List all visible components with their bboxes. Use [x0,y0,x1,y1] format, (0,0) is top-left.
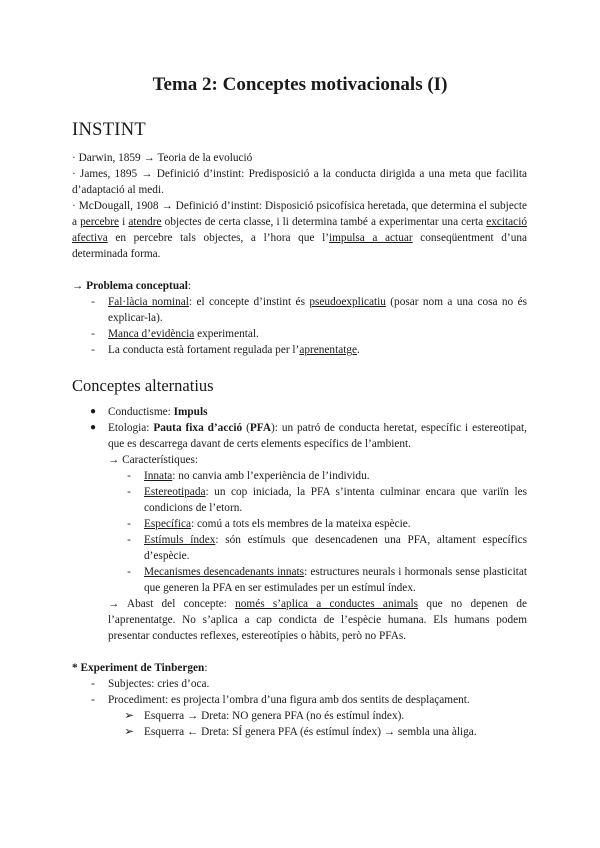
list-item: - Fal·làcia nominal: el concepte d’instint és pseudoexplicatiu (posar nom a una cosa no és explicar-la). [91,296,528,324]
list-item: - Manca d’evidència experimental. [91,328,259,340]
page-title: Tema 2: Conceptes motivacionals (I) [152,74,448,95]
list-item: - Subjectes: cries d’oca. [91,678,210,690]
james-definition: · James, 1895 → Definició d’instint: Predisposició a la conducta dirigida a una meta que facilita d’adaptació al medi. [72,168,527,196]
section-heading-conceptes-alternatius: Conceptes alternatius [72,376,214,395]
tinbergen-list [72,676,527,740]
term-excitacio-afectiva: excitació afectiva [72,216,527,244]
list-item: ➢ Esquerra → Dreta: NO genera PFA (no és estímul índex). [124,710,405,722]
list-item: - La conducta està fortament regulada per l’aprenentatge. [91,344,360,356]
caracteristiques-heading: → Característiques: [108,454,199,466]
darwin-line: · Darwin, 1859 → Teoria de la evolució [72,152,253,164]
term-atendre: atendre [128,216,162,228]
list-item: - Específica: comú a tots els membres de la mateixa espècie. [127,518,411,530]
problema-list [72,294,527,358]
list-item: - Estereotipada: un cop iniciada, la PFA s’intenta culminar encara que variïn les condicions de l’etorn. [127,486,527,514]
abast-del-concepte: → Abast del concepte: només s’aplica a conductes animals que no depenen de l’aprenentatge. No s’aplica a cap condicta de l’espècie humana. Els humans podem presentar conductes reflexes, estereotípies o hàbits, però no PFAs. [108,598,527,642]
list-item: - Mecanismes desencadenants innats: estructures neurals i hormonals sense plasticitat que generen la PFA en ser estimulades per un estímul índex. [127,566,528,594]
list-item: ➢ Esquerra ← Dreta: SÍ genera PFA (és estímul índex) → sembla una àliga. [124,726,477,738]
term-impulsa-a-actuar: impulsa a actuar [329,232,413,244]
tinbergen-heading: * Experiment de Tinbergen: [72,662,208,674]
list-item: - Procediment: es projecta l’ombra d’una figura amb dos sentits de desplaçament. [91,694,470,706]
alternatius-list [72,404,527,644]
list-item: - Innata: no canvia amb l’experiència de l’individu. [127,470,370,482]
list-item: - Estímuls índex: són estímuls que desencadenen una PFA, altament específics d’espècie. [127,534,527,562]
problema-conceptual-heading: → Problema conceptual: [72,280,192,292]
mcdougall-definition: · McDougall, 1908 → Definició d’instint: Disposició psicofísica heretada, que determina el subjecte a percebre i atendre objectes de certa classe, i li determina també a experimentar una certa excitació afectiva en percebre tals objectes, a l’hora que l’impulsa a actuar conseqüentment d’una determinada forma. [72,200,527,260]
list-item: ● Conductisme: Impuls [89,406,208,418]
section-heading-instint: INSTINT [72,120,147,140]
list-item: ● Etologia: Pauta fixa d’acció (PFA): un patró de conducta heretat, específic i estereotipat, que es descarrega davant de certs elements específics de l’ambient. [89,422,527,450]
term-percebre: percebre [80,216,119,228]
